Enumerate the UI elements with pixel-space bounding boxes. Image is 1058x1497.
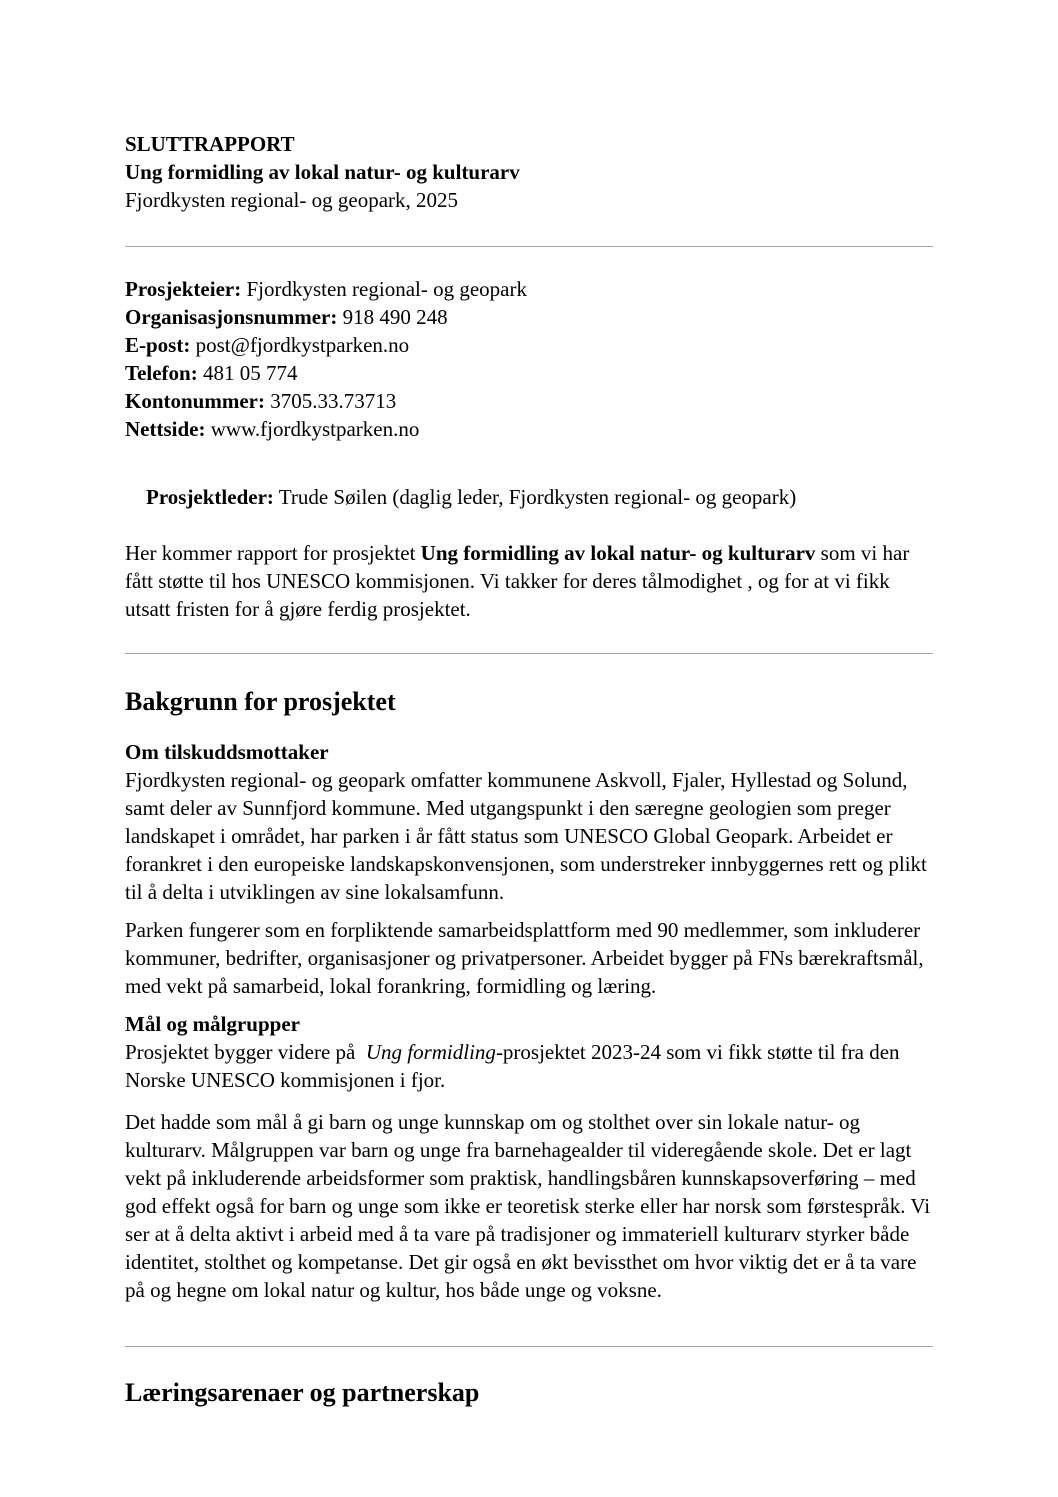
intro-text-end: som vi har fått støtte til hos UNESCO kommisjonen. Vi takker for deres tålmodighet , og for at vi fikk utsatt fristen for å gjøre ferdig prosjektet.: [125, 541, 910, 621]
contact-row-nettside: [125, 415, 933, 443]
contact-value-website: www.fjordkystparken.no: [205, 417, 420, 441]
contact-value: 918 490 248: [337, 305, 448, 329]
contact-row-epost: [125, 331, 933, 359]
organization-and-year: Fjordkysten regional- og geopark, 2025: [125, 188, 459, 212]
contact-value: 481 05 774: [197, 361, 298, 385]
contact-label: E-post:: [125, 333, 191, 357]
contact-row-telefon: [125, 359, 933, 387]
divider-top: [125, 246, 933, 247]
paragraph-mal-og-malgrupper-2: Det hadde som mål å gi barn og unge kunnskap om og stolthet over sin lokale natur- og kulturarv. Målgruppen var barn og unge fra barnehagealder til videregående skole. Det er lagt vekt på inkluderende arbeidsformer som praktisk, handlingsbåren kunnskapsoverføring – med god effekt også for barn og unge som ikke er teoretisk sterke eller har norsk som førstespråk. Vi ser at å delta aktivt i arbeid med å ta vare på tradisjoner og immateriell kulturarv styrker både identitet, stolthet og kompetanse. Det gir også en økt bevissthet om hvor viktig det er å ta vare på og hegne om lokal natur og kultur, hos både unge og voksne.: [125, 1110, 931, 1302]
contact-row-kontonummer: [125, 387, 933, 415]
contact-label: Nettside:: [125, 417, 206, 441]
contact-info-list: [125, 275, 933, 443]
paragraph-mal-og-malgrupper-1: [125, 1038, 933, 1094]
subsection-om-tilskuddsmottaker: [125, 738, 933, 906]
intro-project-name-bold: Ung formidling av lokal natur- og kulturarv: [420, 541, 816, 565]
contact-value: Fjordkysten regional- og geopark: [241, 277, 527, 301]
contact-row-organisasjonsnummer: [125, 303, 933, 331]
intro-text-start: Her kommer rapport for prosjektet: [125, 541, 421, 565]
mal-text-start: Prosjektet bygger videre på: [125, 1040, 366, 1064]
project-leader-value: Trude Søilen (daglig leder, Fjordkysten regional- og geopark): [273, 485, 797, 509]
paragraph-om-tilskuddsmottaker-2: Parken fungerer som en forpliktende samarbeidsplattform med 90 medlemmer, som inkluderer kommuner, bedrifter, organisasjoner og privatpersoner. Arbeidet bygger på FNs bærekraftsmål, med vekt på samarbeid, lokal forankring, formidling og læring.: [125, 918, 924, 998]
report-type-title: SLUTTRAPPORT: [125, 132, 295, 156]
divider-middle: [125, 653, 933, 654]
paragraph-om-tilskuddsmottaker-1: Fjordkysten regional- og geopark omfatter kommunene Askvoll, Fjaler, Hyllestad og Solund, samt deler av Sunnfjord kommune. Med utgangspunkt i den særegne geologien som preger landskapet i området, har parken i år fått status som UNESCO Global Geopark. Arbeidet er forankret i den europeiske landskapskonvensjonen, som understreker innbyggernes rett og plikt til å delta i utviklingen av sine lokalsamfunn.: [125, 768, 927, 904]
section-heading-laeringsarenaer: Læringsarenaer og partnerskap: [125, 1378, 480, 1407]
mal-text-end: -prosjektet 2023-24 som vi fikk støtte til fra den Norske UNESCO kommisjonen i fjor.: [125, 1040, 900, 1092]
mal-project-name-italic: Ung formidling: [365, 1040, 496, 1064]
contact-label: Telefon:: [125, 361, 198, 385]
project-title: Ung formidling av lokal natur- og kulturarv: [125, 160, 520, 184]
contact-row-prosjekteier: [125, 275, 933, 303]
contact-label: Prosjekteier:: [125, 277, 242, 301]
subsection-heading-mal-og-malgrupper: Mål og målgrupper: [125, 1012, 300, 1036]
subsection-mal-og-malgrupper: [125, 1010, 933, 1094]
title-block: [125, 130, 933, 214]
intro-paragraph: [125, 539, 933, 623]
project-leader-label: Prosjektleder:: [146, 485, 274, 509]
subsection-heading-om-tilskuddsmottaker: Om tilskuddsmottaker: [125, 740, 329, 764]
project-leader-row: [125, 455, 933, 539]
contact-label: Kontonummer:: [125, 389, 265, 413]
section-heading-bakgrunn: Bakgrunn for prosjektet: [125, 687, 396, 716]
contact-label: Organisasjonsnummer:: [125, 305, 338, 329]
contact-value: 3705.33.73713: [265, 389, 397, 413]
divider-bottom: [125, 1346, 933, 1347]
contact-value-email: post@fjordkystparken.no: [190, 333, 410, 357]
